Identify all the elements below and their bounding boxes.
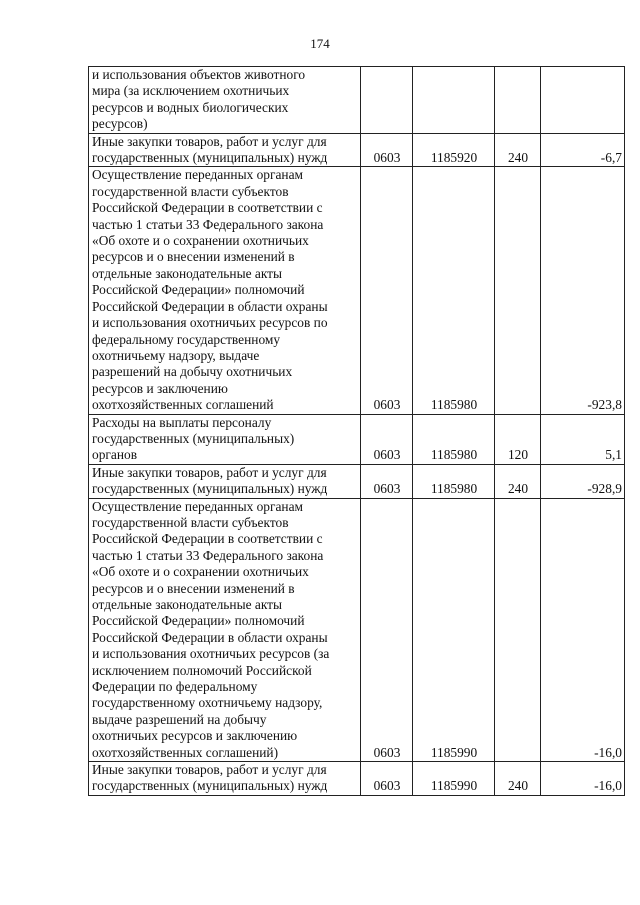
section-code-cell: 0603 xyxy=(361,414,413,464)
expense-type-cell: 120 xyxy=(495,414,541,464)
table-row xyxy=(89,67,625,134)
description-text: Иные закупки товаров, работ и услуг для государственных (муниципальных) нужд xyxy=(92,133,328,166)
amount-cell xyxy=(541,67,625,134)
amount-cell: 5,1 xyxy=(541,414,625,464)
amount-cell: -16,0 xyxy=(541,762,625,796)
section-code-cell: 0603 xyxy=(361,133,413,167)
budget-table xyxy=(88,66,625,796)
section-code-cell: 0603 xyxy=(361,498,413,762)
description-text: Осуществление переданных органам государственной власти субъектов Российской Федерации в соответствии с частью 1 статьи 33 Федерального закона «Об охоте и о сохранении охотничьих ресурсов и о внесении изменений в отдельные законодательные акты Российской Федерации» полномочий Российской Федерации в области охраны и использования охотничьих ресурсов по федеральному государственному охотничьему надзору, выдаче разрешений на добычу охотничьих ресурсов и заключению охотхозяйственных соглашений xyxy=(92,167,328,413)
expense-type-cell xyxy=(495,167,541,414)
expense-type-cell: 240 xyxy=(495,133,541,167)
amount-cell: -928,9 xyxy=(541,464,625,498)
table-row xyxy=(89,498,625,762)
description-cell xyxy=(89,414,361,464)
table-row xyxy=(89,762,625,796)
table-row xyxy=(89,414,625,464)
target-article-cell: 1185980 xyxy=(413,414,495,464)
target-article-cell xyxy=(413,67,495,134)
page-number: 174 xyxy=(310,36,330,51)
description-text: Иные закупки товаров, работ и услуг для государственных (муниципальных) нужд xyxy=(92,762,328,794)
target-article-cell: 1185980 xyxy=(413,167,495,414)
expense-type-cell: 240 xyxy=(495,464,541,498)
table-row xyxy=(89,167,625,414)
description-text: и использования объектов животного мира (за исключением охотничьих ресурсов и водных биологических ресурсов) xyxy=(92,67,306,132)
description-text: Иные закупки товаров, работ и услуг для государственных (муниципальных) нужд xyxy=(92,464,328,497)
section-code-cell: 0603 xyxy=(361,464,413,498)
expense-type-cell xyxy=(495,67,541,134)
description-text: Расходы на выплаты персоналу государственных (муниципальных) органов xyxy=(92,414,295,463)
section-code-cell: 0603 xyxy=(361,762,413,796)
table-row xyxy=(89,133,625,167)
description-cell xyxy=(89,498,361,762)
target-article-cell: 1185990 xyxy=(413,498,495,762)
expense-type-cell: 240 xyxy=(495,762,541,796)
amount-cell: -6,7 xyxy=(541,133,625,167)
target-article-cell: 1185920 xyxy=(413,133,495,167)
description-cell xyxy=(89,762,361,796)
description-cell xyxy=(89,464,361,498)
amount-cell: -923,8 xyxy=(541,167,625,414)
section-code-cell: 0603 xyxy=(361,167,413,414)
description-cell xyxy=(89,67,361,134)
table-row xyxy=(89,464,625,498)
description-cell xyxy=(89,133,361,167)
description-cell xyxy=(89,167,361,414)
expense-type-cell xyxy=(495,498,541,762)
section-code-cell xyxy=(361,67,413,134)
description-text: Осуществление переданных органам государственной власти субъектов Российской Федерации в соответствии с частью 1 статьи 33 Федерального закона «Об охоте и о сохранении охотничьих ресурсов и о внесении изменений в отдельные законодательные акты Российской Федерации» полномочий Российской Федерации в области охраны и использования охотничьих ресурсов (за исключением полномочий Российской Федерации по федеральному государственному охотничьему надзору, выдаче разрешений на добычу охотничьих ресурсов и заключению охотхозяйственных соглашений) xyxy=(92,498,330,760)
amount-cell: -16,0 xyxy=(541,498,625,762)
target-article-cell: 1185980 xyxy=(413,464,495,498)
target-article-cell: 1185990 xyxy=(413,762,495,796)
